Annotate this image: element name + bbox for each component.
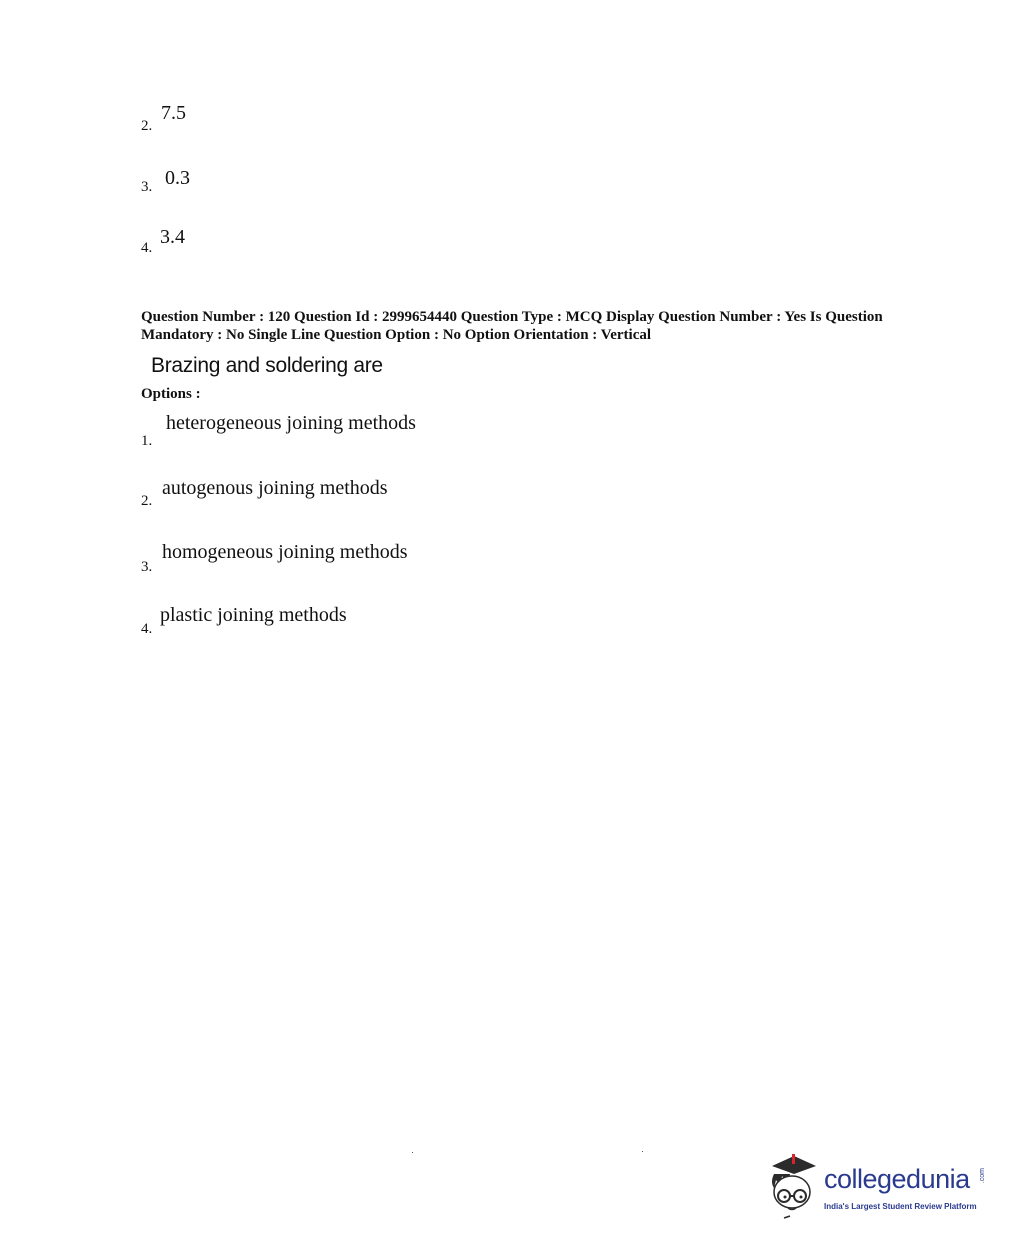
option-text: homogeneous joining methods <box>162 541 408 563</box>
option-text: autogenous joining methods <box>162 477 388 499</box>
scan-dot <box>412 1152 413 1153</box>
logo-wordmark: collegedunia <box>824 1164 970 1194</box>
question-meta: Question Number : 120 Question Id : 2999654440 Question Type : MCQ Display Question Number : Yes Is Question Mandatory : No Single Line Question Option : No Option Orientation : Vertical <box>141 309 883 343</box>
option-text: plastic joining methods <box>160 604 347 626</box>
prev-option-number: 3. <box>141 179 153 195</box>
prev-option-number: 2. <box>141 118 153 134</box>
mascot-icon <box>764 1152 822 1222</box>
prev-option-value: 0.3 <box>165 167 190 189</box>
question-text: Brazing and soldering are <box>151 354 383 377</box>
logo-domain-suffix: .com <box>979 1168 986 1184</box>
option-number: 4. <box>141 621 153 637</box>
prev-option-number: 4. <box>141 240 153 256</box>
prev-option-value: 7.5 <box>161 102 186 124</box>
option-number: 3. <box>141 559 153 575</box>
option-number: 1. <box>141 433 153 449</box>
prev-option-value: 3.4 <box>160 226 185 248</box>
option-number: 2. <box>141 493 153 509</box>
options-label: Options : <box>141 386 201 402</box>
logo-tagline: India's Largest Student Review Platform <box>824 1202 977 1211</box>
collegedunia-logo <box>764 1152 994 1222</box>
scan-dot <box>642 1151 643 1152</box>
option-text: heterogeneous joining methods <box>166 412 416 434</box>
